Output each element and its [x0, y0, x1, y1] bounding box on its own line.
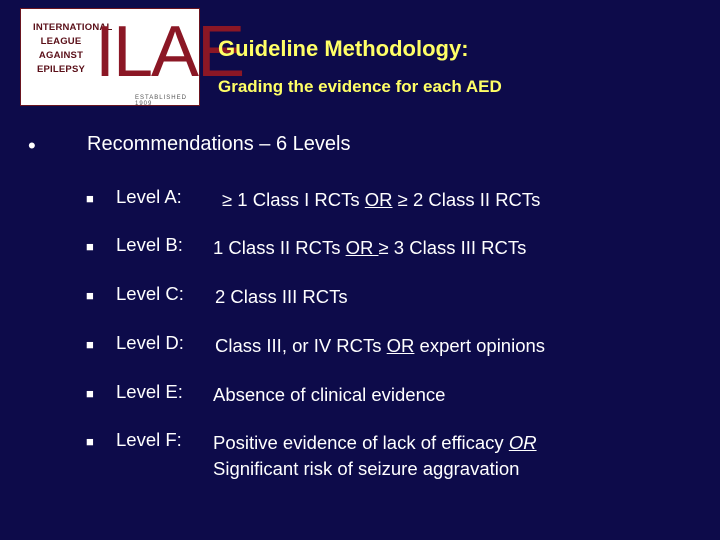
square-bullet-icon: ■ [86, 386, 94, 401]
level-description: ≥ 1 Class I RCTs OR ≥ 2 Class II RCTs [222, 189, 541, 210]
logo-text [33, 21, 113, 77]
level-label: Level A: [116, 186, 182, 207]
main-bullet-icon: • [28, 133, 36, 158]
level-description: 2 Class III RCTs [215, 286, 348, 307]
level-label: Level B: [116, 234, 183, 255]
ilae-logo [20, 8, 244, 107]
slide-subtitle: Grading the evidence for each AED [218, 77, 502, 96]
level-description: Class III, or IV RCTs OR expert opinions [215, 335, 546, 356]
square-bullet-icon: ■ [86, 434, 94, 449]
square-bullet-icon: ■ [86, 191, 94, 206]
logo-line-3: AGAINST [38, 50, 84, 61]
level-label: Level E: [116, 381, 183, 402]
level-description: Absence of clinical evidence [213, 384, 446, 405]
logo-mark: ILAE [95, 12, 244, 92]
level-description: Positive evidence of lack of efficacy OR [213, 432, 537, 453]
level-description-line-2: Significant risk of seizure aggravation [213, 458, 520, 479]
level-description: 1 Class II RCTs OR ≥ 3 Class III RCTs [213, 237, 527, 258]
logo-line-2: LEAGUE [40, 36, 82, 47]
level-label: Level D: [116, 332, 184, 353]
square-bullet-icon: ■ [86, 337, 94, 352]
logo-established: ESTABLISHED 1909 [135, 95, 187, 107]
main-bullet-text: Recommendations – 6 Levels [87, 133, 351, 155]
slide-title: Guideline Methodology: [218, 36, 469, 61]
level-label: Level F: [116, 429, 182, 450]
logo-line-1: INTERNATIONAL [33, 22, 113, 33]
square-bullet-icon: ■ [86, 239, 94, 254]
logo-line-4: EPILEPSY [36, 64, 86, 75]
square-bullet-icon: ■ [86, 288, 94, 303]
level-label: Level C: [116, 283, 184, 304]
